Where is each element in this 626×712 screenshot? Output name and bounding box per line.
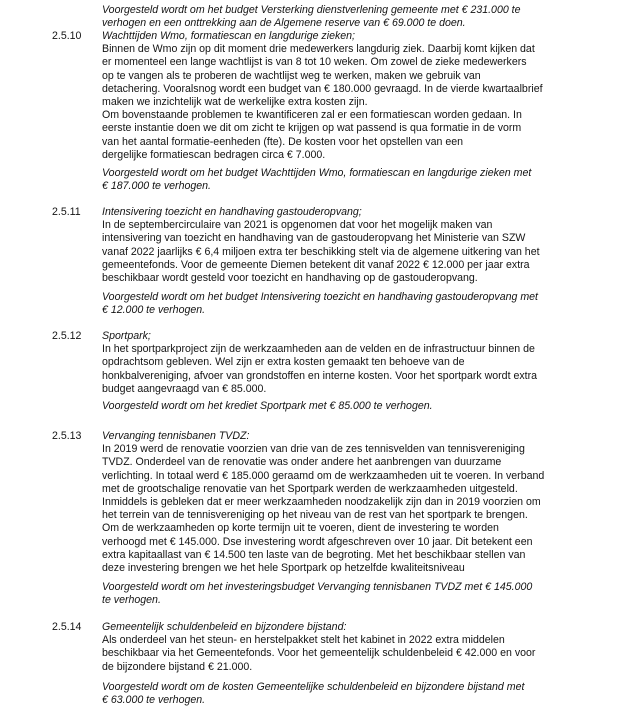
text-line: Als onderdeel van het steun- en herstelpakket stelt het kabinet in 2022 extra middelen <box>102 634 505 647</box>
text-line: In het sportparkproject zijn de werkzaamheden aan de velden en de infrastructuur binnen de <box>102 343 535 356</box>
text-line: opdrachtsom gebleven. Wel zijn er extra kosten gemaakt ten behoeve van de <box>102 356 465 369</box>
text-line: de bijzondere bijstand € 21.000. <box>102 660 253 673</box>
text-line: verlichting. In totaal werd € 185.000 geraamd om de werkzaamheden uit te voeren. In verband <box>102 469 545 482</box>
intro-proposal <box>102 4 582 30</box>
section-title: Sportpark; <box>102 330 151 342</box>
section-title: Wachttijden Wmo, formatiescan en langdurige zieken; <box>102 30 356 42</box>
section-number: 2.5.10 <box>52 30 82 42</box>
section-number: 2.5.11 <box>52 206 81 218</box>
section-2-5-10 <box>102 30 582 162</box>
text-line: Voorgesteld wordt om het budget Versterking dienstverlening gemeente met € 231.000 te <box>102 4 521 16</box>
text-line: maken we inzichtelijk wat de werkelijke extra kosten zijn. <box>102 96 368 109</box>
text-line: beschikbaar wordt gesteld voor toezicht en handhaving op de gastouderopvang. <box>102 272 478 285</box>
text-line: Voorgesteld wordt om de kosten Gemeentelijke schuldenbeleid en bijzondere bijstand met <box>102 681 525 693</box>
section-2-5-14-proposal <box>102 681 582 707</box>
text-line: van het aantal formatie-eenheden (fte). De kosten voor het opstellen van een <box>102 135 464 148</box>
text-line: TVDZ. Onderdeel van de renovatie was onder andere het aanbrengen van duurzame <box>102 456 502 469</box>
text-line: detachering. Vooralsnog wordt een budget van € 180.000 gevraagd. In de vierde kwartaalbrief <box>102 82 543 95</box>
text-line: op te vangen als te proberen de wachtlijst weg te werken, maken we gebruik van <box>102 69 481 82</box>
text-line: dergelijke formatiescan bedragen circa € 7.000. <box>102 148 326 161</box>
text-line: met de grootschalige renovatie van het Sportpark werden de werkzaamheden uitgesteld. <box>102 482 518 495</box>
text-line: vanaf 2022 jaarlijks € 6,4 miljoen extra ter beschikking stelt via de algemene uitkering van het <box>102 245 540 258</box>
text-line: intensivering van toezicht en handhaving van de gastouderopvang het Ministerie van SZW <box>102 232 526 245</box>
section-number: 2.5.12 <box>52 330 82 342</box>
section-title: Vervanging tennisbanen TVDZ: <box>102 430 250 442</box>
section-2-5-14 <box>102 621 582 674</box>
text-line: Om de werkzaamheden op korte termijn uit te voeren, dient de investering te worden <box>102 522 499 535</box>
text-line: verhogen en een onttrekking aan de Algemene reserve van € 69.000 te doen. <box>102 17 466 30</box>
section-2-5-11-proposal <box>102 291 582 317</box>
text-line: In de septembercirculaire van 2021 is opgenomen dat voor het mogelijk maken van <box>102 219 493 232</box>
section-2-5-13-proposal <box>102 581 582 607</box>
text-line: eerste instantie doen we dit om zicht te krijgen op wat passend is qua formatie in de vorm <box>102 122 522 135</box>
text-line: het terrein van de tennisvereniging op het niveau van de rest van het sportpark te brengen. <box>102 509 528 522</box>
text-line: deze investering brengen we het hele Sportpark op hetzelfde kwaliteitsniveau <box>102 562 465 575</box>
section-2-5-10-proposal <box>102 167 582 193</box>
text-line: honkbalvereniging, afvoer van grondstoffen en interne kosten. Voor het sportpark wordt extra <box>102 369 538 382</box>
text-line: gemeentefonds. Voor de gemeente Diemen betekent dit vanaf 2022 € 12.000 per jaar extra <box>102 258 530 271</box>
text-line: € 12.000 te verhogen. <box>102 304 206 317</box>
section-2-5-12 <box>102 330 582 396</box>
section-number: 2.5.13 <box>52 430 82 442</box>
section-title: Gemeentelijk schuldenbeleid en bijzondere bijstand: <box>102 621 347 633</box>
section-title: Intensivering toezicht en handhaving gastouderopvang; <box>102 206 362 218</box>
text-line: € 63.000 te verhogen. <box>102 694 206 707</box>
text-line: Voorgesteld wordt om het krediet Sportpark met € 85.000 te verhogen. <box>102 400 433 412</box>
text-line: Inmiddels is gebleken dat er meer werkzaamheden noodzakelijk zijn dan in 2019 voorzien om <box>102 496 541 509</box>
text-line: verhoogd met € 145.000. Dse investering wordt afgeschreven over 10 jaar. Dit betekent een <box>102 535 533 548</box>
text-line: Binnen de Wmo zijn op dit moment drie medewerkers langdurig ziek. Daarbij komt kijken dat <box>102 43 535 56</box>
text-line: Voorgesteld wordt om het investeringsbudget Vervanging tennisbanen TVDZ met € 145.000 <box>102 581 533 593</box>
section-number: 2.5.14 <box>52 621 82 633</box>
text-line: extra kapitaallast van € 14.500 ten laste van de begroting. Met het beschikbaar stellen van <box>102 548 526 561</box>
text-line: beschikbaar via het Gemeentefonds. Voor het gemeentelijk schuldenbeleid € 42.000 en voor <box>102 647 536 660</box>
text-line: er momenteel een lange wachtlijst is van 8 tot 10 weken. Om zowel de zieke medewerkers <box>102 56 527 69</box>
text-line: Om bovenstaande problemen te kwantificeren zal er een formatiescan worden gedaan. In <box>102 109 522 122</box>
text-line: In 2019 werd de renovatie voorzien van drie van de zes tennisvelden van tennisvereniging <box>102 443 525 456</box>
section-2-5-11 <box>102 206 582 285</box>
text-line: Voorgesteld wordt om het budget Wachttijden Wmo, formatiescan en langdurige zieken met <box>102 167 532 179</box>
text-line: Voorgesteld wordt om het budget Intensivering toezicht en handhaving gastouderopvang met <box>102 291 539 303</box>
section-2-5-13 <box>102 430 582 575</box>
text-line: budget aangevraagd van € 85.000. <box>102 382 267 395</box>
text-line: € 187.000 te verhogen. <box>102 180 211 193</box>
section-2-5-12-proposal <box>102 400 582 413</box>
text-line: te verhogen. <box>102 594 161 607</box>
